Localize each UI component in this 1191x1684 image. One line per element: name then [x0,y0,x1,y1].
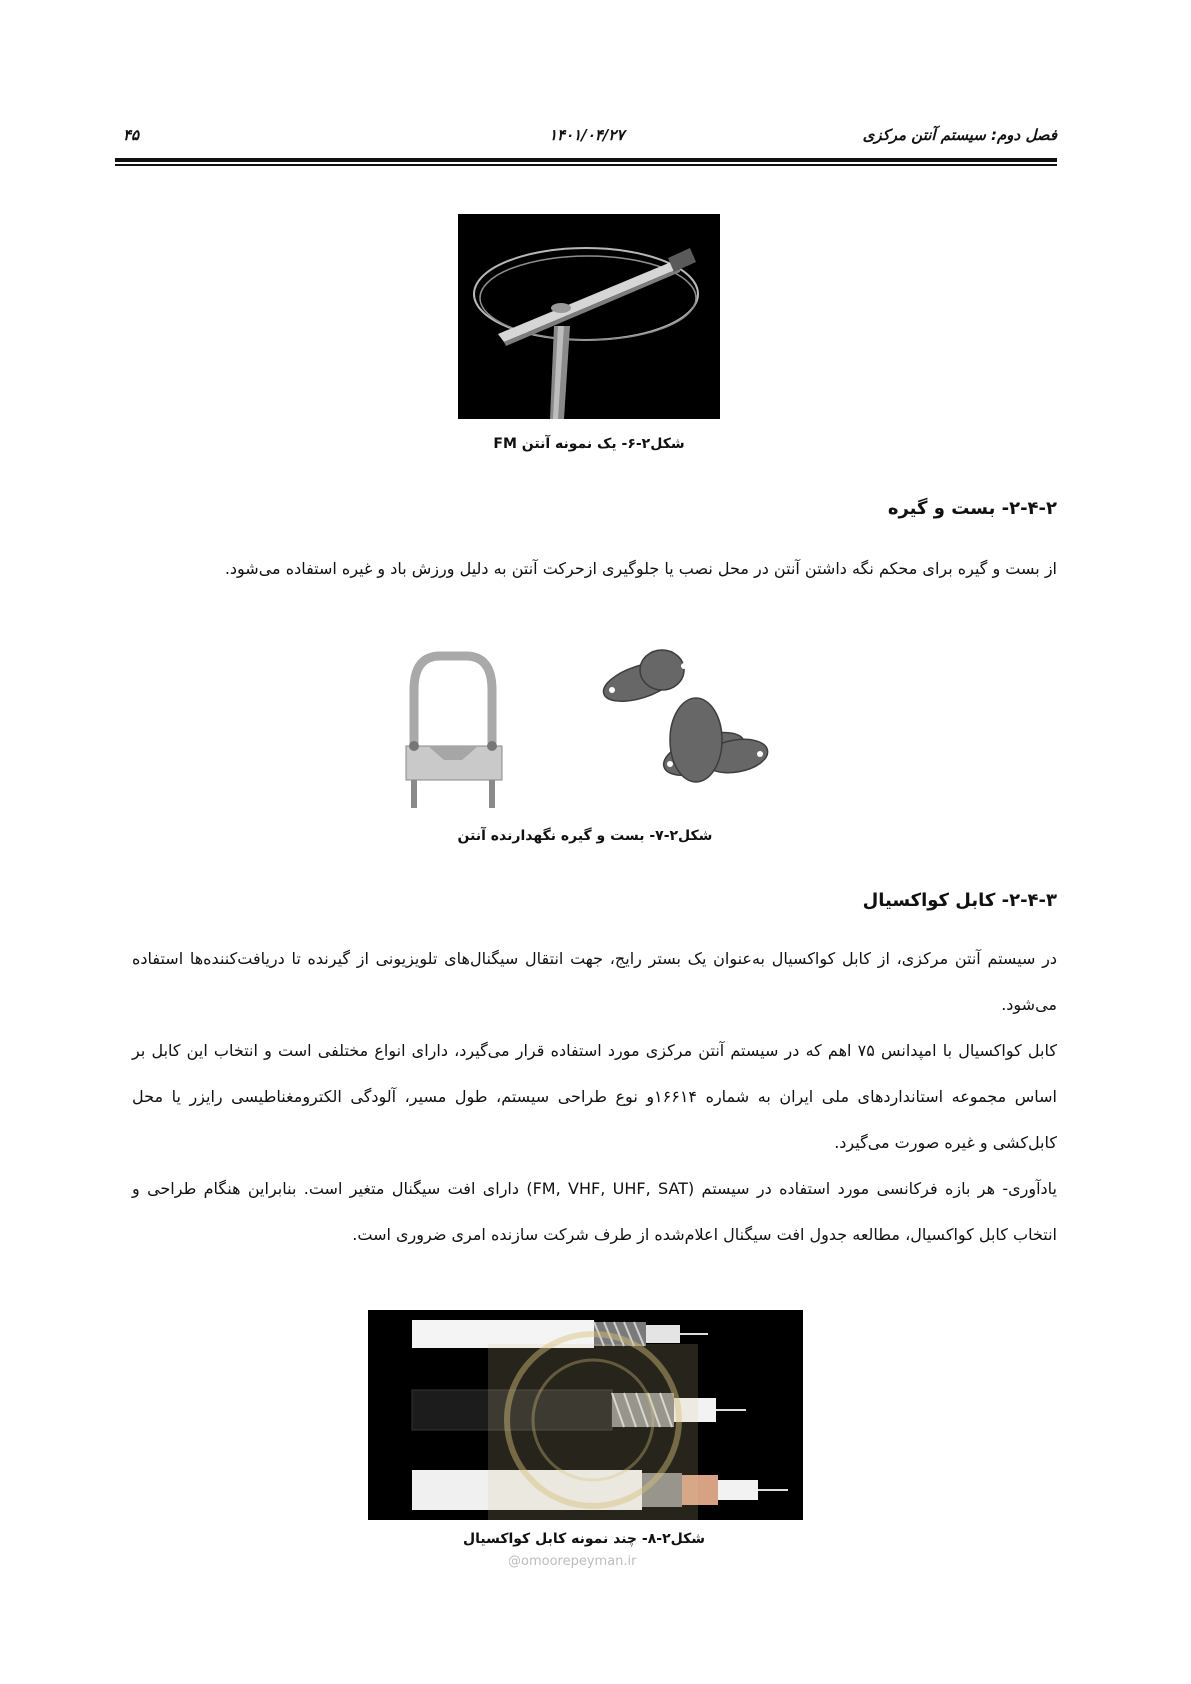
page-header [115,126,1057,152]
section-2-4-3-heading: ۲-۴-۳- کابل کواکسیال [862,890,1057,911]
fm-antenna-image [458,214,720,419]
pipe-clamp-image [600,646,772,802]
page-number: ۴۵ [123,126,140,144]
figure-7-caption: شکل۲-۷- بست و گیره نگهدارنده آنتن [457,828,713,844]
section-2-4-3-paragraph-1: در سیستم آنتن مرکزی، از کابل کواکسیال به‌عنوان یک بستر رایج، جهت انتقال سیگنال‌های تلویزیونی از گیرنده تا دریافت‌کننده‌ها استفاده می‌شود. [132,949,1057,1014]
section-2-4-2-text: از بست و گیره برای محکم نگه داشتن آنتن در محل نصب یا جلوگیری ازحرکت آنتن به دلیل ورزش باد و غیره استفاده می‌شود. [224,559,1057,578]
u-bolt-clamp-image [388,650,518,812]
section-2-4-3-note: یادآوری- هر بازه فرکانسی مورد استفاده در سیستم (FM, VHF, UHF, SAT) دارای افت سیگنال متغیر است. بنابراین هنگام طراحی و انتخاب کابل کواکسیال، مطالعه جدول افت سیگنال اعلام‌شده از طرف شرکت سازنده امری ضروری است. [132,1179,1058,1244]
chapter-title: فصل دوم: سیستم آنتن مرکزی [862,126,1057,144]
watermark-text: @omoorepeyman.ir [508,1554,637,1569]
header-rule-thin [115,164,1057,166]
coax-cables-image [368,1310,803,1520]
section-2-4-3-paragraph-2: کابل کواکسیال با امپدانس ۷۵ اهم که در سیستم آنتن مرکزی مورد استفاده قرار می‌گیرد، دارای انواع مختلفی است و انتخاب این کابل بر اساس مجموعه استانداردهای ملی ایران به شماره ۱۶۶۱۴و نوع طراحی سیستم، طول مسیر، آلودگی الکترومغناطیسی رایزر یا محل کابل‌کشی و غیره صورت می‌گیرد. [132,1041,1057,1152]
section-2-4-2-heading: ۲-۴-۲- بست و گیره [887,498,1057,519]
header-date: ۱۴۰۱/۰۴/۲۷ [549,126,625,144]
header-rule-thick [115,158,1057,162]
figure-6-caption: شکل۲-۶- یک نمونه آنتن FM [493,436,685,452]
figure-8-caption: شکل۲-۸- چند نمونه کابل کواکسیال [462,1531,706,1547]
